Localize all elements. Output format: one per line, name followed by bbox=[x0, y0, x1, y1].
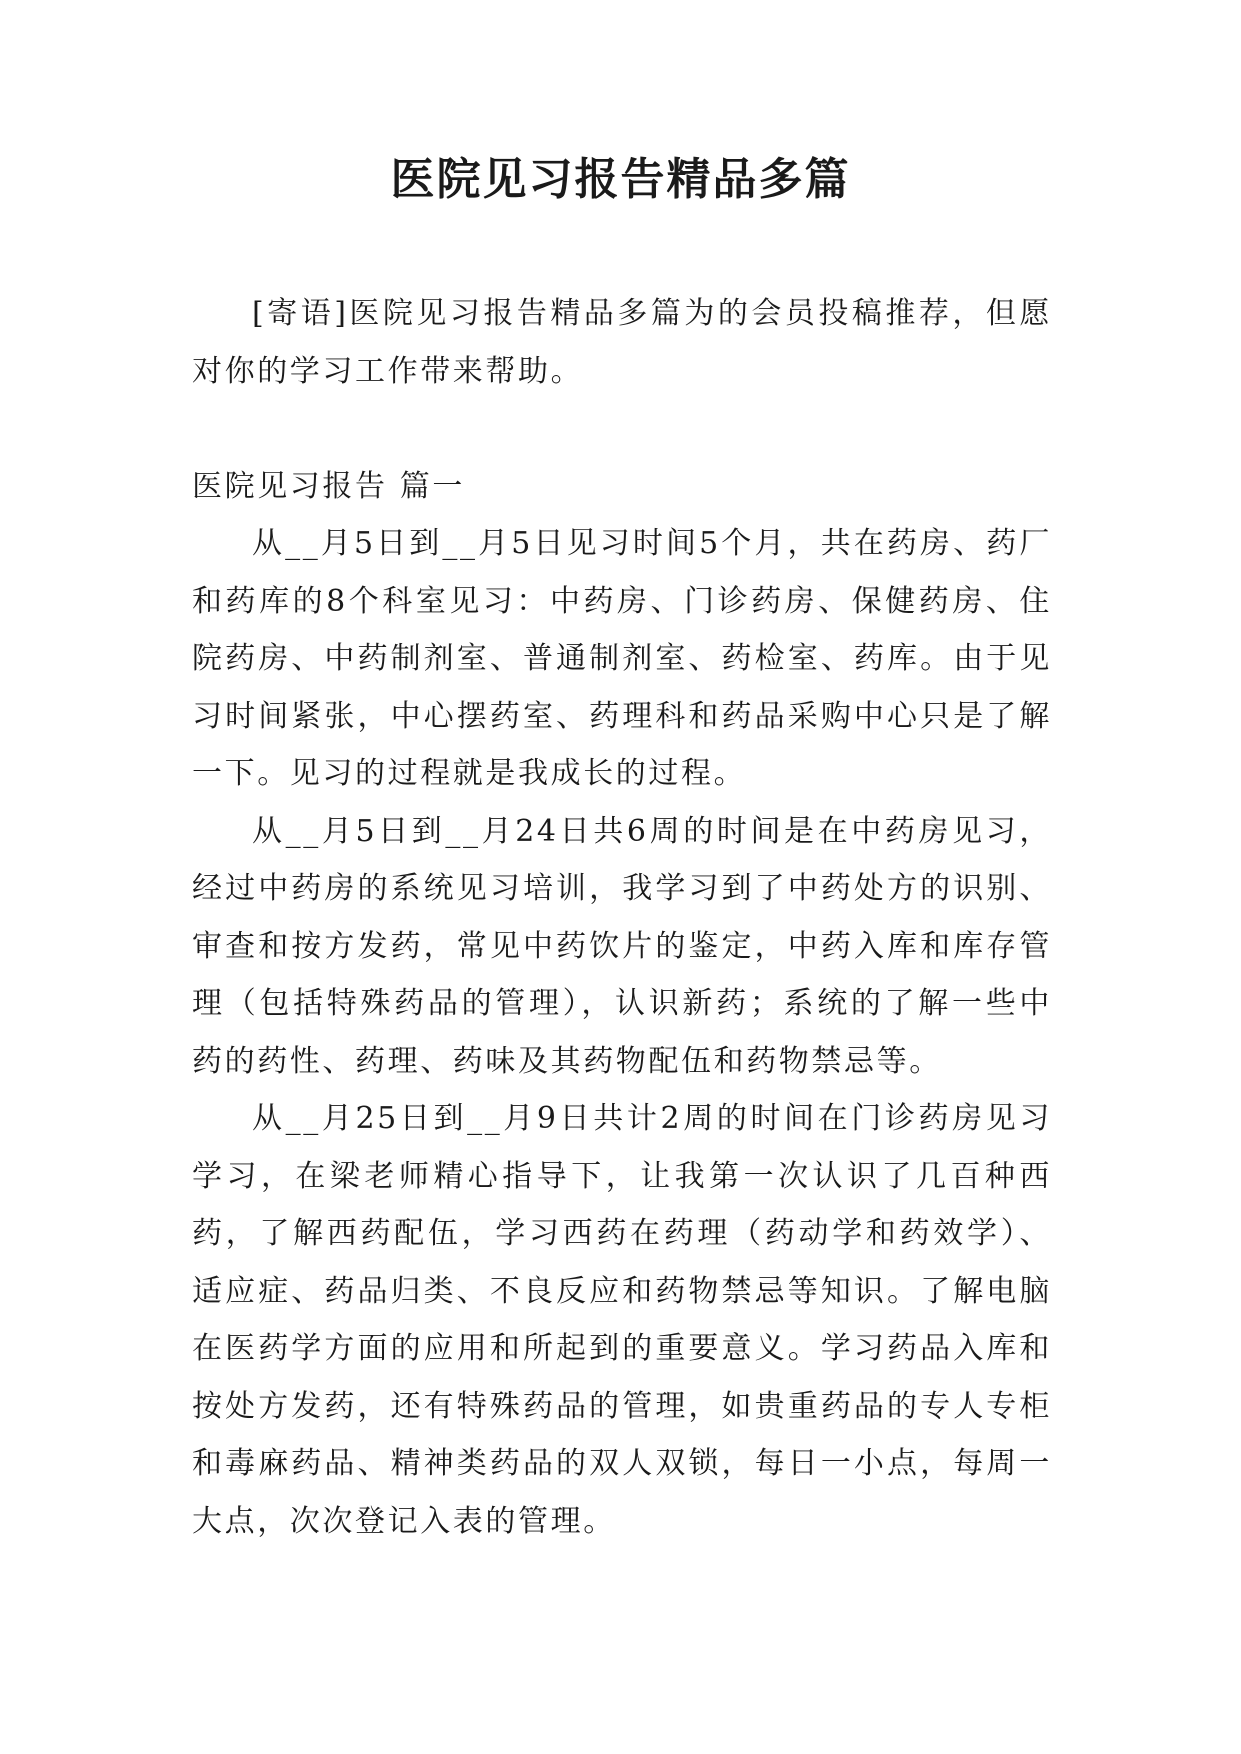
section-heading: 医院见习报告 篇一 bbox=[192, 468, 465, 504]
document-title: 医院见习报告精品多篇 bbox=[390, 154, 851, 205]
body-paragraph-1: 从__月5日到__月5日见习时间5个月，共在药房、药厂和药库的8个科室见习：中药房、门诊药房、保健药房、住院药房、中药制剂室、普通制剂室、药检室、药库。由于见习时间紧张，中心摆药室、药理科和药品采购中心只是了解一下。见习的过程就是我成长的过程。 bbox=[192, 526, 1052, 791]
body-paragraph-2: 从__月5日到__月24日共6周的时间是在中药房见习，经过中药房的系统见习培训，我学习到了中药处方的识别、审查和按方发药，常见中药饮片的鉴定，中药入库和库存管理（包括特殊药品的管理），认识新药；系统的了解一些中药的药性、药理、药味及其药物配伍和药物禁忌等。 bbox=[192, 813, 1052, 1079]
body-paragraph-3: 从__月25日到__月9日共计2周的时间在门诊药房见习学习，在梁老师精心指导下，让我第一次认识了几百种西药，了解西药配伍，学习西药在药理（药动学和药效学）、适应症、药品归类、不良反应和药物禁忌等知识。了解电脑在医药学方面的应用和所起到的重要意义。学习药品入库和按处方发药，还有特殊药品的管理，如贵重药品的专人专柜和毒麻药品、精神类药品的双人双锁，每日一小点，每周一大点，次次登记入表的管理。 bbox=[192, 1101, 1052, 1539]
intro-paragraph: [寄语]医院见习报告精品多篇为的会员投稿推荐，但愿对你的学习工作带来帮助。 bbox=[192, 296, 1052, 389]
document-body bbox=[192, 285, 1052, 1550]
paragraph-gap bbox=[192, 400, 1052, 458]
